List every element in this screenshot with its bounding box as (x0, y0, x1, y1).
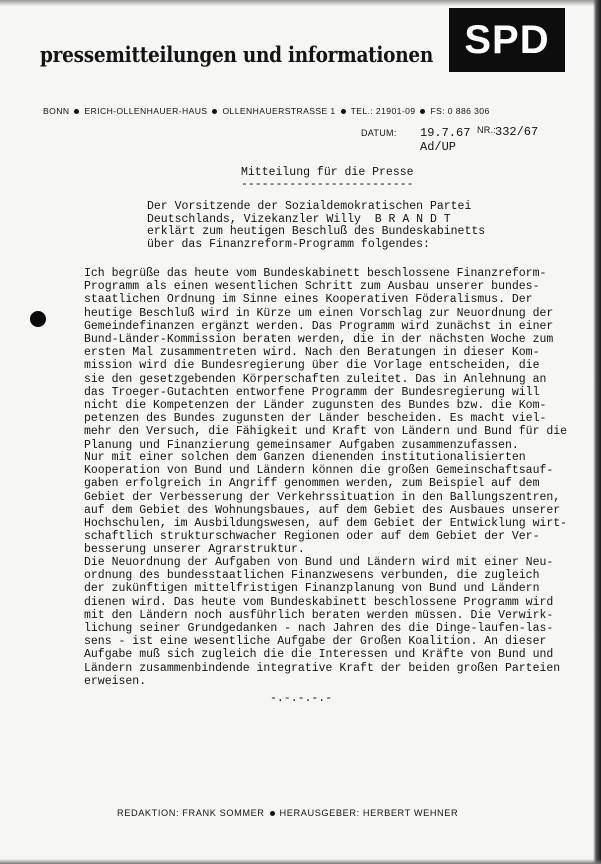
footer-credits (117, 808, 458, 818)
scan-edge-top (0, 0, 601, 6)
body-paragraph: Die Neuordnung der Aufgaben von Bund und Ländern wird mit einer Neu- ordnung des bundesstaatlichen Finanzwesens verbunden, die zugleich der zukünftigen mittelfristigen Finanzplanung von Bund und Ländern dienen wird. Das heute vom Bundeskabinett beschlossene Programm wird mit den Ländern noch ausführlich beraten werden müssen. Die Verwirk- lichung seiner Grundgedanken - nach Jahren des die Dinge-laufen-las- sens - ist eine wesentliche Aufgabe der Großen Koalition. An dieser Aufgabe muß sich zugleich die die Interessen und Kräfte von Bund und Ländern zusammenbindende integrative Kraft der beiden großen Parteien erweisen. (84, 556, 561, 688)
number-value: 332/67 (495, 125, 539, 139)
spd-logo: SPD (449, 8, 565, 72)
bullet-icon (341, 109, 346, 114)
number-label: NR.: (477, 125, 497, 135)
bullet-icon (420, 109, 425, 114)
masthead-title: pressemitteilungen und informationen (40, 42, 434, 67)
document-title: Mitteilung für die Presse (241, 166, 414, 179)
body-paragraph: Nur mit einer solchen dem Ganzen dienenden institutionalisierten Kooperation von Bund und Ländern können die großen Gemeinschaftsauf- gaben erfolgreich in Angriff genommen werden, zum Beispiel auf dem Gebiet der Verbesserung der Verkehrssituation in den Ballungszentren, auf dem Gebiet des Wohnungsbaues, auf dem Gebiet des Ausbaues unserer Hochschulen, im Ausbildungswesen, auf dem Gebiet der Entwicklung wirt- schaftlich strukturschwacher Regionen oder auf dem Gebiet der Ver- besserung unserer Agrarstruktur. (84, 451, 568, 557)
address-city: BONN (43, 106, 70, 116)
body-paragraph: Ich begrüße das heute vom Bundeskabinett beschlossene Finanzreform- Programm als einen wesentlichen Schritt zum Ausbau unserer bundes- staatlichen Ordnung im Sinne eines Kooperativen Föderalismus. Der heutige Beschluß wird in Kürze um einen Vorschlag zur Neuordnung der Gemeindefinanzen ergänzt werden. Das Programm wird zunächst in einer Bund-Länder-Kommission beraten werden, die in der nächsten Woche zum ersten Mal zusammentreten wird. Nach den Beratungen in dieser Kom- mission wird die Bundesregierung über die Vorlage entscheiden, die sie den gesetzgebenden Körperschaften zuleitet. Das in Anlehnung an das Troeger-Gutachten entworfene Programm der Bundesregierung will nicht die Kompetenzen der Länder zugunsten des Bundes bzw. die Kom- petenzen des Bundes zugunsten der Länder bescheiden. Es macht viel- mehr den Versuch, die Fähigkeit und Kraft von Ländern und Bund für die Planung und Finanzierung gemeinsamer Aufgaben zusammenzufassen. (84, 267, 568, 452)
title-underline: ------------------------- (241, 178, 414, 191)
scan-edge-right (593, 0, 601, 864)
punch-hole (30, 311, 46, 327)
address-building: ERICH-OLLENHAUER-HAUS (84, 106, 208, 116)
address-line (43, 106, 490, 116)
closing-marks: -.-.-.-.- (270, 692, 333, 705)
intro-paragraph: Der Vorsitzende der Sozialdemokratischen Partei Deutschlands, Vizekanzler Willy B R A N D T erklärt zum heutigen Beschluß des Bundeskabinetts über das Finanzreform-Programm folgendes: (147, 200, 486, 251)
bullet-icon (212, 109, 217, 114)
footer-redaktion: REDAKTION: FRANK SOMMER (117, 808, 265, 818)
reference-sign: Ad/UP (420, 140, 457, 154)
bullet-icon (270, 811, 275, 816)
datum-value: 19.7.67 (420, 126, 471, 140)
address-street: OLLENHAUERSTRASSE 1 (222, 106, 336, 116)
datum-label: DATUM: (361, 128, 397, 138)
footer-herausgeber: HERAUSGEBER: HERBERT WEHNER (279, 808, 459, 818)
address-fs: FS: 0 886 306 (430, 106, 490, 116)
scan-edge-bottom (0, 859, 601, 864)
address-tel: TEL.: 21901-09 (350, 106, 416, 116)
bullet-icon (74, 109, 79, 114)
